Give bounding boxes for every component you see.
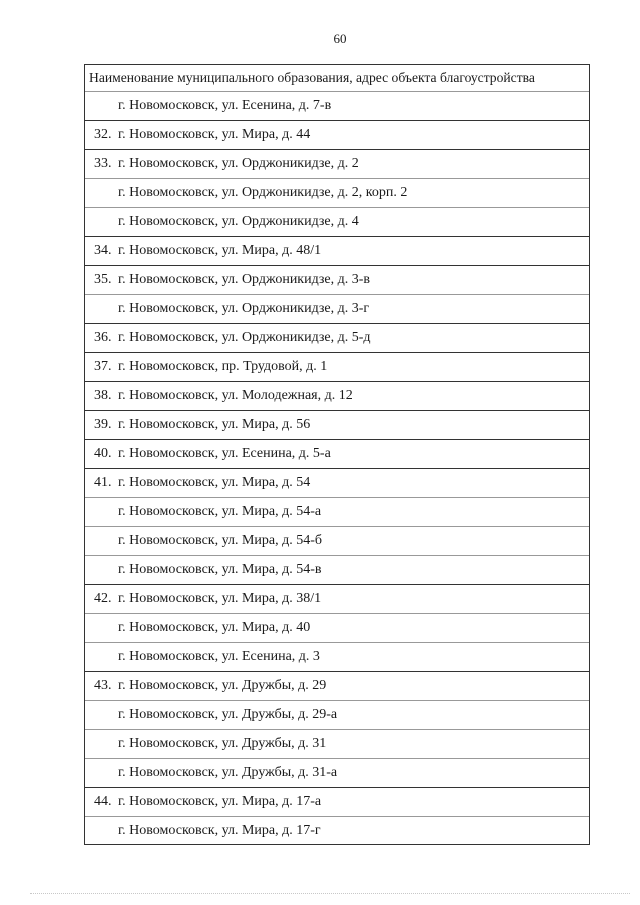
row-address: г. Новомосковск, ул. Орджоникидзе, д. 2	[118, 150, 590, 179]
table-row	[84, 208, 590, 237]
row-number-cell	[84, 179, 118, 208]
table-row	[84, 382, 590, 411]
row-number-cell	[84, 788, 118, 817]
row-number: 32.	[94, 127, 112, 142]
table-row	[84, 121, 590, 150]
table-row	[84, 556, 590, 585]
page-number: 60	[333, 31, 347, 46]
row-number: 44.	[94, 794, 112, 809]
row-number-cell	[84, 817, 118, 846]
row-number: 36.	[94, 330, 112, 345]
table-row	[84, 353, 590, 382]
row-address: г. Новомосковск, ул. Орджоникидзе, д. 5-д	[118, 324, 590, 353]
table-row	[84, 469, 590, 498]
row-address: г. Новомосковск, ул. Орджоникидзе, д. 3-в	[118, 266, 590, 295]
row-number-cell	[84, 295, 118, 324]
row-address: г. Новомосковск, ул. Мира, д. 17-а	[118, 788, 590, 817]
row-number-cell	[84, 469, 118, 498]
row-address: г. Новомосковск, ул. Мира, д. 48/1	[118, 237, 590, 266]
row-address: г. Новомосковск, ул. Мира, д. 38/1	[118, 585, 590, 614]
row-address: г. Новомосковск, ул. Орджоникидзе, д. 3-г	[118, 295, 590, 324]
row-address: г. Новомосковск, ул. Орджоникидзе, д. 4	[118, 208, 590, 237]
table-row	[84, 585, 590, 614]
row-address: г. Новомосковск, ул. Есенина, д. 3	[118, 643, 590, 672]
table-row	[84, 266, 590, 295]
table-row	[84, 237, 590, 266]
row-address: г. Новомосковск, пр. Трудовой, д. 1	[118, 353, 590, 382]
table-row	[84, 411, 590, 440]
table-row	[84, 527, 590, 556]
address-table	[84, 64, 590, 845]
table-row	[84, 643, 590, 672]
row-number: 37.	[94, 359, 112, 374]
row-address: г. Новомосковск, ул. Мира, д. 56	[118, 411, 590, 440]
row-number: 39.	[94, 417, 112, 432]
row-number-cell	[84, 208, 118, 237]
row-number-cell	[84, 672, 118, 701]
table-row	[84, 179, 590, 208]
row-number: 43.	[94, 678, 112, 693]
row-number-cell	[84, 92, 118, 121]
row-number: 42.	[94, 591, 112, 606]
row-number-cell	[84, 440, 118, 469]
row-number-cell	[84, 150, 118, 179]
row-number: 41.	[94, 475, 112, 490]
table-header: Наименование муниципального образования, адрес объекта благоустройства	[84, 65, 590, 92]
row-number-cell	[84, 121, 118, 150]
row-number: 34.	[94, 243, 112, 258]
row-address: г. Новомосковск, ул. Дружбы, д. 31-а	[118, 759, 590, 788]
table-row	[84, 672, 590, 701]
table-body	[84, 92, 590, 846]
row-address: г. Новомосковск, ул. Дружбы, д. 31	[118, 730, 590, 759]
row-address: г. Новомосковск, ул. Мира, д. 54	[118, 469, 590, 498]
row-number-cell	[84, 730, 118, 759]
row-number-cell	[84, 759, 118, 788]
table-row	[84, 440, 590, 469]
row-number-cell	[84, 353, 118, 382]
row-number-cell	[84, 614, 118, 643]
row-number-cell	[84, 585, 118, 614]
table-row	[84, 759, 590, 788]
scan-noise	[30, 893, 630, 895]
row-number: 40.	[94, 446, 112, 461]
row-address: г. Новомосковск, ул. Дружбы, д. 29-а	[118, 701, 590, 730]
row-address: г. Новомосковск, ул. Есенина, д. 5-а	[118, 440, 590, 469]
row-address: г. Новомосковск, ул. Есенина, д. 7-в	[118, 92, 590, 121]
table-header-row	[84, 65, 590, 92]
row-number-cell	[84, 382, 118, 411]
row-number-cell	[84, 324, 118, 353]
row-address: г. Новомосковск, ул. Мира, д. 44	[118, 121, 590, 150]
row-address: г. Новомосковск, ул. Мира, д. 54-а	[118, 498, 590, 527]
row-address: г. Новомосковск, ул. Молодежная, д. 12	[118, 382, 590, 411]
table-row	[84, 788, 590, 817]
row-number-cell	[84, 411, 118, 440]
row-number-cell	[84, 701, 118, 730]
row-address: г. Новомосковск, ул. Мира, д. 54-б	[118, 527, 590, 556]
table-row	[84, 614, 590, 643]
row-address: г. Новомосковск, ул. Орджоникидзе, д. 2, корп. 2	[118, 179, 590, 208]
row-number-cell	[84, 237, 118, 266]
row-number: 35.	[94, 272, 112, 287]
table-row	[84, 701, 590, 730]
table-row	[84, 498, 590, 527]
table-row	[84, 817, 590, 846]
table-row	[84, 92, 590, 121]
table-row	[84, 324, 590, 353]
row-number-cell	[84, 556, 118, 585]
row-number: 33.	[94, 156, 112, 171]
row-number-cell	[84, 498, 118, 527]
row-number-cell	[84, 527, 118, 556]
row-address: г. Новомосковск, ул. Мира, д. 17-г	[118, 817, 590, 846]
row-address: г. Новомосковск, ул. Мира, д. 40	[118, 614, 590, 643]
row-number-cell	[84, 266, 118, 295]
table-row	[84, 730, 590, 759]
row-address: г. Новомосковск, ул. Дружбы, д. 29	[118, 672, 590, 701]
row-address: г. Новомосковск, ул. Мира, д. 54-в	[118, 556, 590, 585]
row-number-cell	[84, 643, 118, 672]
table-row	[84, 295, 590, 324]
table-row	[84, 150, 590, 179]
row-number: 38.	[94, 388, 112, 403]
